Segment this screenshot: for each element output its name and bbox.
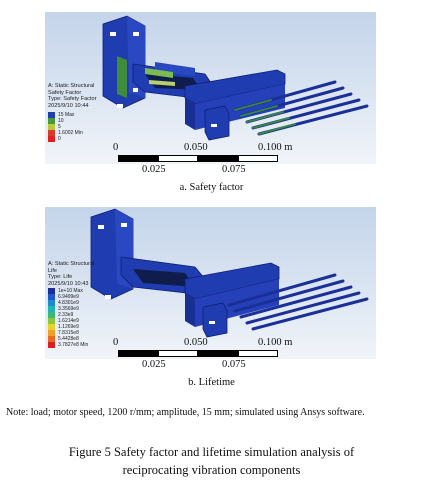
- legend-line: A: Static Structural: [48, 83, 95, 89]
- scale-segment: [158, 155, 198, 162]
- legend-line: Type: Life: [48, 274, 73, 281]
- color-swatch: [48, 136, 55, 142]
- legend-line: Safety Factor: [48, 89, 82, 96]
- scale-bar-a: [113, 142, 293, 175]
- scale-label: 0.025: [142, 359, 166, 370]
- legend-value: 1.6214e9: [58, 318, 79, 325]
- legend-entry: [48, 342, 94, 348]
- scale-segment: [198, 350, 238, 357]
- scale-segment: [198, 155, 238, 162]
- legend-entry: [48, 136, 97, 142]
- scale-segment: [238, 155, 278, 162]
- scale-label: 0.050: [184, 337, 208, 348]
- scale-segment: [118, 155, 158, 162]
- legend-value: 1.1269e9: [58, 324, 79, 331]
- legend-line: 2025/9/10 10:44: [48, 102, 89, 109]
- scale-label: 0.025: [142, 164, 166, 175]
- scale-bar-b: [113, 337, 293, 370]
- lifetime-panel: [45, 207, 376, 359]
- legend-value: 4.8301e9: [58, 300, 79, 307]
- legend-value: 10: [58, 118, 64, 125]
- scale-label: 0.075: [222, 164, 246, 175]
- scale-segment: [238, 350, 278, 357]
- legend-value: 5.4428e8: [58, 336, 79, 343]
- scale-segment: [158, 350, 198, 357]
- legend-value: 3.7827e8 Min: [58, 342, 89, 349]
- figure-note: Note: load; motor speed, 1200 r/mm; amplitude, 15 mm; simulated using Ansys software.: [6, 407, 365, 418]
- scale-label: 0.100 m: [258, 337, 293, 348]
- color-swatch: [48, 342, 55, 348]
- figure-caption-line-1: Figure 5 Safety factor and lifetime simulation analysis of: [68, 445, 355, 459]
- legend-line: 2025/9/10 10:43: [48, 280, 89, 287]
- legend-value: 6.9499e9: [58, 294, 79, 301]
- legend-line: Life: [48, 267, 58, 274]
- panel-caption-b: b. Lifetime: [188, 377, 235, 388]
- lifetime-model: [45, 207, 376, 359]
- legend-value: 3.3569e9: [58, 306, 79, 313]
- scale-label: 0.100 m: [258, 142, 293, 153]
- scale-segment: [118, 350, 158, 357]
- lifetime-legend: [48, 261, 94, 348]
- scale-label: 0: [113, 337, 119, 348]
- legend-value: 2.33e9: [58, 312, 74, 319]
- legend-line: A: Static Structural: [48, 261, 95, 267]
- safety-factor-legend: [48, 83, 97, 142]
- scale-label: 0: [113, 142, 119, 153]
- legend-line: Type: Safety Factor: [48, 96, 97, 103]
- panel-caption-a: a. Safety factor: [179, 182, 244, 193]
- scale-label: 0.075: [222, 359, 246, 370]
- legend-value: 1e+10 Max: [58, 288, 83, 295]
- safety-factor-panel: [45, 12, 376, 164]
- legend-value: 15 Max: [58, 112, 75, 119]
- legend-value: 0: [58, 136, 61, 143]
- legend-value: 5: [58, 124, 61, 131]
- figure-caption-line-2: reciprocating vibration components: [122, 463, 301, 477]
- scale-label: 0.050: [184, 142, 208, 153]
- legend-value: 1.6002 Min: [58, 130, 83, 137]
- legend-value: 7.8315e8: [58, 330, 79, 337]
